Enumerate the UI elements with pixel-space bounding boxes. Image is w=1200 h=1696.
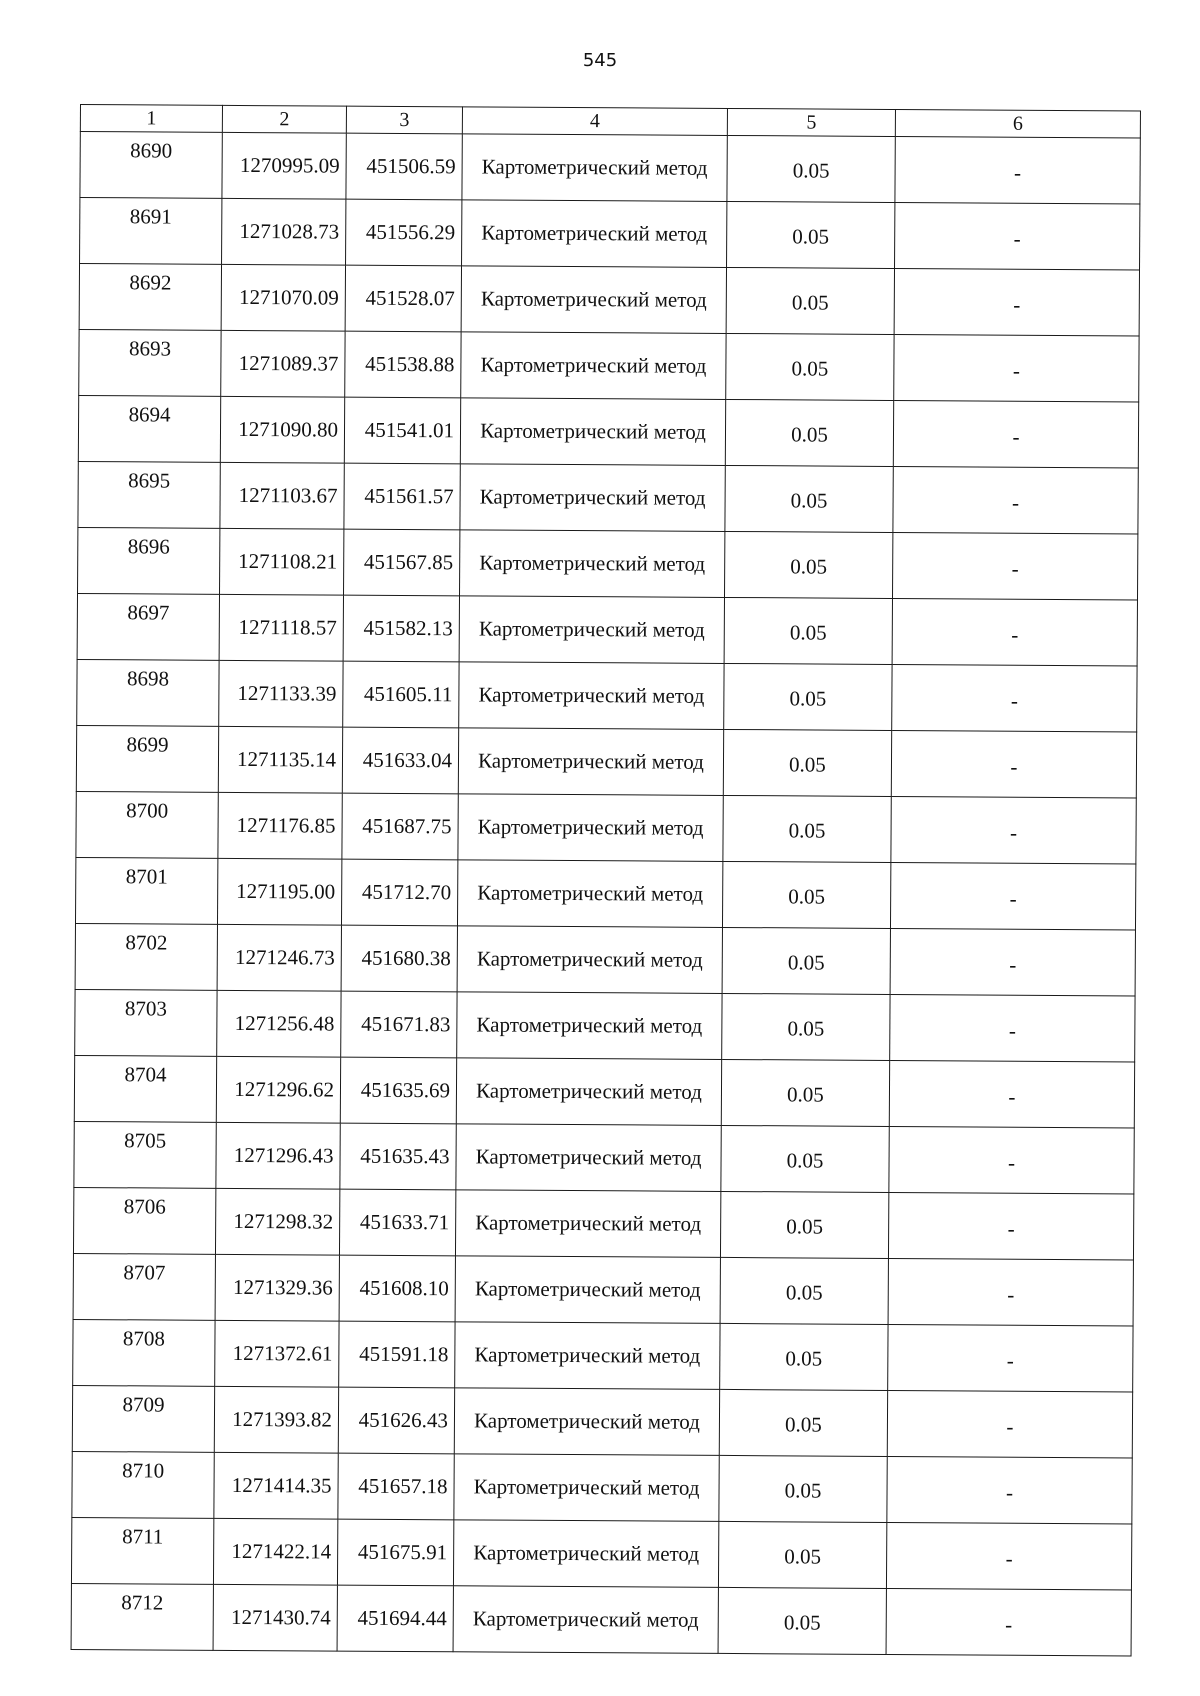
table-row bbox=[76, 791, 1136, 863]
x-coordinate-cell: 1271108.21 bbox=[220, 528, 344, 595]
y-coordinate-cell: 451680.38 bbox=[341, 925, 457, 992]
method-cell: Картометрический метод bbox=[455, 1322, 720, 1390]
table-body bbox=[71, 132, 1140, 1656]
table-row bbox=[78, 527, 1138, 599]
point-number-cell: 8712 bbox=[71, 1583, 213, 1650]
column-header-5: 5 bbox=[727, 108, 895, 136]
x-coordinate-cell: 1271329.36 bbox=[215, 1254, 339, 1321]
point-number-cell: 8711 bbox=[71, 1517, 213, 1584]
description-cell: - bbox=[889, 1126, 1134, 1193]
accuracy-cell: 0.05 bbox=[720, 1323, 888, 1390]
point-number-cell: 8710 bbox=[72, 1451, 214, 1518]
y-coordinate-cell: 451712.70 bbox=[341, 859, 457, 926]
accuracy-cell: 0.05 bbox=[727, 135, 895, 202]
table-row bbox=[78, 461, 1138, 533]
y-coordinate-cell: 451687.75 bbox=[342, 793, 458, 860]
x-coordinate-cell: 1270995.09 bbox=[222, 132, 346, 199]
point-number-cell: 8690 bbox=[80, 132, 222, 199]
point-number-cell: 8705 bbox=[74, 1121, 216, 1188]
x-coordinate-cell: 1271296.62 bbox=[216, 1056, 340, 1123]
accuracy-cell: 0.05 bbox=[720, 1191, 888, 1258]
x-coordinate-cell: 1271195.00 bbox=[217, 858, 341, 925]
y-coordinate-cell: 451657.18 bbox=[338, 1453, 454, 1520]
x-coordinate-cell: 1271372.61 bbox=[215, 1320, 339, 1387]
point-number-cell: 8706 bbox=[73, 1187, 215, 1254]
accuracy-cell: 0.05 bbox=[726, 267, 894, 334]
accuracy-cell: 0.05 bbox=[724, 597, 892, 664]
y-coordinate-cell: 451561.57 bbox=[344, 463, 460, 530]
accuracy-cell: 0.05 bbox=[722, 927, 890, 994]
x-coordinate-cell: 1271133.39 bbox=[219, 660, 343, 727]
y-coordinate-cell: 451675.91 bbox=[337, 1519, 453, 1586]
method-cell: Картометрический метод bbox=[457, 860, 722, 928]
point-number-cell: 8707 bbox=[73, 1253, 215, 1320]
point-number-cell: 8709 bbox=[72, 1385, 214, 1452]
description-cell: - bbox=[890, 928, 1135, 995]
description-cell: - bbox=[890, 994, 1135, 1061]
x-coordinate-cell: 1271089.37 bbox=[221, 330, 345, 397]
accuracy-cell: 0.05 bbox=[721, 1125, 889, 1192]
description-cell: - bbox=[886, 1588, 1131, 1655]
x-coordinate-cell: 1271028.73 bbox=[222, 198, 346, 265]
accuracy-cell: 0.05 bbox=[718, 1521, 886, 1588]
table-row bbox=[71, 1583, 1131, 1655]
table-row bbox=[79, 264, 1139, 336]
method-cell: Картометрический метод bbox=[458, 728, 723, 796]
x-coordinate-cell: 1271393.82 bbox=[214, 1386, 338, 1453]
x-coordinate-cell: 1271296.43 bbox=[216, 1122, 340, 1189]
accuracy-cell: 0.05 bbox=[722, 993, 890, 1060]
method-cell: Картометрический метод bbox=[453, 1586, 718, 1654]
method-cell: Картометрический метод bbox=[460, 398, 725, 466]
x-coordinate-cell: 1271135.14 bbox=[218, 726, 342, 793]
column-header-1: 1 bbox=[80, 105, 222, 133]
y-coordinate-cell: 451626.43 bbox=[338, 1387, 454, 1454]
accuracy-cell: 0.05 bbox=[725, 465, 893, 532]
y-coordinate-cell: 451506.59 bbox=[346, 133, 462, 200]
table-row bbox=[73, 1187, 1133, 1259]
description-cell: - bbox=[887, 1456, 1132, 1523]
table-row bbox=[71, 1517, 1131, 1589]
point-number-cell: 8695 bbox=[78, 461, 220, 528]
accuracy-cell: 0.05 bbox=[720, 1257, 888, 1324]
table-row bbox=[76, 725, 1136, 797]
point-number-cell: 8698 bbox=[77, 659, 219, 726]
method-cell: Картометрический метод bbox=[459, 662, 724, 730]
point-number-cell: 8702 bbox=[75, 923, 217, 990]
description-cell: - bbox=[891, 796, 1136, 863]
description-cell: - bbox=[888, 1324, 1133, 1391]
x-coordinate-cell: 1271298.32 bbox=[215, 1188, 339, 1255]
method-cell: Картометрический метод bbox=[462, 134, 727, 202]
accuracy-cell: 0.05 bbox=[723, 795, 891, 862]
method-cell: Картометрический метод bbox=[455, 1256, 720, 1324]
description-cell: - bbox=[893, 400, 1138, 467]
page-number: 545 bbox=[582, 50, 618, 71]
accuracy-cell: 0.05 bbox=[724, 531, 892, 598]
point-number-cell: 8693 bbox=[79, 329, 221, 396]
table-row bbox=[72, 1451, 1132, 1523]
description-cell: - bbox=[892, 598, 1137, 665]
table-row bbox=[74, 1121, 1134, 1193]
accuracy-cell: 0.05 bbox=[718, 1587, 886, 1654]
x-coordinate-cell: 1271090.80 bbox=[220, 396, 344, 463]
point-number-cell: 8696 bbox=[78, 527, 220, 594]
point-number-cell: 8704 bbox=[74, 1055, 216, 1122]
accuracy-cell: 0.05 bbox=[721, 1059, 889, 1126]
x-coordinate-cell: 1271256.48 bbox=[217, 990, 341, 1057]
method-cell: Картометрический метод bbox=[453, 1520, 718, 1588]
method-cell: Картометрический метод bbox=[461, 266, 726, 334]
description-cell: - bbox=[894, 268, 1139, 335]
method-cell: Картометрический метод bbox=[457, 992, 722, 1060]
column-header-3: 3 bbox=[346, 106, 462, 134]
description-cell: - bbox=[892, 532, 1137, 599]
x-coordinate-cell: 1271103.67 bbox=[220, 462, 344, 529]
y-coordinate-cell: 451556.29 bbox=[346, 199, 462, 266]
table-row bbox=[75, 857, 1135, 929]
y-coordinate-cell: 451605.11 bbox=[343, 661, 459, 728]
x-coordinate-cell: 1271176.85 bbox=[218, 792, 342, 859]
y-coordinate-cell: 451635.43 bbox=[340, 1123, 456, 1190]
column-header-6: 6 bbox=[895, 109, 1140, 137]
x-coordinate-cell: 1271246.73 bbox=[217, 924, 341, 991]
accuracy-cell: 0.05 bbox=[722, 861, 890, 928]
table-row bbox=[78, 395, 1138, 467]
method-cell: Картометрический метод bbox=[462, 200, 727, 268]
accuracy-cell: 0.05 bbox=[719, 1389, 887, 1456]
y-coordinate-cell: 451567.85 bbox=[344, 529, 460, 596]
x-coordinate-cell: 1271422.14 bbox=[213, 1518, 337, 1585]
x-coordinate-cell: 1271118.57 bbox=[219, 594, 343, 661]
coordinates-table bbox=[71, 104, 1141, 1656]
method-cell: Картометрический метод bbox=[457, 926, 722, 994]
point-number-cell: 8708 bbox=[73, 1319, 215, 1386]
accuracy-cell: 0.05 bbox=[723, 729, 891, 796]
accuracy-cell: 0.05 bbox=[726, 333, 894, 400]
point-number-cell: 8692 bbox=[79, 264, 221, 331]
y-coordinate-cell: 451528.07 bbox=[345, 265, 461, 332]
point-number-cell: 8701 bbox=[75, 857, 217, 924]
table-row bbox=[74, 1055, 1134, 1127]
y-coordinate-cell: 451541.01 bbox=[344, 397, 460, 464]
table-row bbox=[73, 1253, 1133, 1325]
point-number-cell: 8703 bbox=[75, 989, 217, 1056]
y-coordinate-cell: 451608.10 bbox=[339, 1255, 455, 1322]
accuracy-cell: 0.05 bbox=[724, 663, 892, 730]
method-cell: Картометрический метод bbox=[461, 332, 726, 400]
table-row bbox=[77, 659, 1137, 731]
method-cell: Картометрический метод bbox=[458, 794, 723, 862]
y-coordinate-cell: 451633.71 bbox=[339, 1189, 455, 1256]
table-row bbox=[72, 1385, 1132, 1457]
description-cell: - bbox=[890, 862, 1135, 929]
point-number-cell: 8697 bbox=[77, 593, 219, 660]
description-cell: - bbox=[891, 730, 1136, 797]
table-row bbox=[79, 329, 1139, 401]
table-row bbox=[80, 198, 1140, 270]
column-header-2: 2 bbox=[222, 105, 346, 133]
description-cell: - bbox=[894, 334, 1139, 401]
accuracy-cell: 0.05 bbox=[719, 1455, 887, 1522]
table-row bbox=[80, 132, 1140, 204]
table-row bbox=[73, 1319, 1133, 1391]
accuracy-cell: 0.05 bbox=[725, 399, 893, 466]
x-coordinate-cell: 1271070.09 bbox=[221, 264, 345, 331]
y-coordinate-cell: 451694.44 bbox=[337, 1585, 453, 1652]
y-coordinate-cell: 451591.18 bbox=[339, 1321, 455, 1388]
point-number-cell: 8699 bbox=[76, 725, 218, 792]
method-cell: Картометрический метод bbox=[456, 1124, 721, 1192]
description-cell: - bbox=[895, 202, 1140, 269]
y-coordinate-cell: 451538.88 bbox=[345, 331, 461, 398]
point-number-cell: 8700 bbox=[76, 791, 218, 858]
method-cell: Картометрический метод bbox=[455, 1190, 720, 1258]
point-number-cell: 8691 bbox=[80, 198, 222, 265]
y-coordinate-cell: 451582.13 bbox=[343, 595, 459, 662]
table-row bbox=[75, 989, 1135, 1061]
description-cell: - bbox=[892, 664, 1137, 731]
table-row bbox=[75, 923, 1135, 995]
method-cell: Картометрический метод bbox=[454, 1388, 719, 1456]
method-cell: Картометрический метод bbox=[454, 1454, 719, 1522]
y-coordinate-cell: 451671.83 bbox=[341, 991, 457, 1058]
description-cell: - bbox=[888, 1192, 1133, 1259]
description-cell: - bbox=[895, 136, 1140, 203]
y-coordinate-cell: 451633.04 bbox=[342, 727, 458, 794]
method-cell: Картометрический метод bbox=[460, 464, 725, 532]
description-cell: - bbox=[888, 1258, 1133, 1325]
x-coordinate-cell: 1271430.74 bbox=[213, 1584, 337, 1651]
method-cell: Картометрический метод bbox=[459, 596, 724, 664]
accuracy-cell: 0.05 bbox=[727, 201, 895, 268]
x-coordinate-cell: 1271414.35 bbox=[214, 1452, 338, 1519]
description-cell: - bbox=[886, 1522, 1131, 1589]
table-row bbox=[77, 593, 1137, 665]
column-header-4: 4 bbox=[462, 107, 727, 136]
description-cell: - bbox=[889, 1060, 1134, 1127]
method-cell: Картометрический метод bbox=[460, 530, 725, 598]
description-cell: - bbox=[887, 1390, 1132, 1457]
y-coordinate-cell: 451635.69 bbox=[340, 1057, 456, 1124]
description-cell: - bbox=[893, 466, 1138, 533]
method-cell: Картометрический метод bbox=[456, 1058, 721, 1126]
point-number-cell: 8694 bbox=[78, 395, 220, 462]
